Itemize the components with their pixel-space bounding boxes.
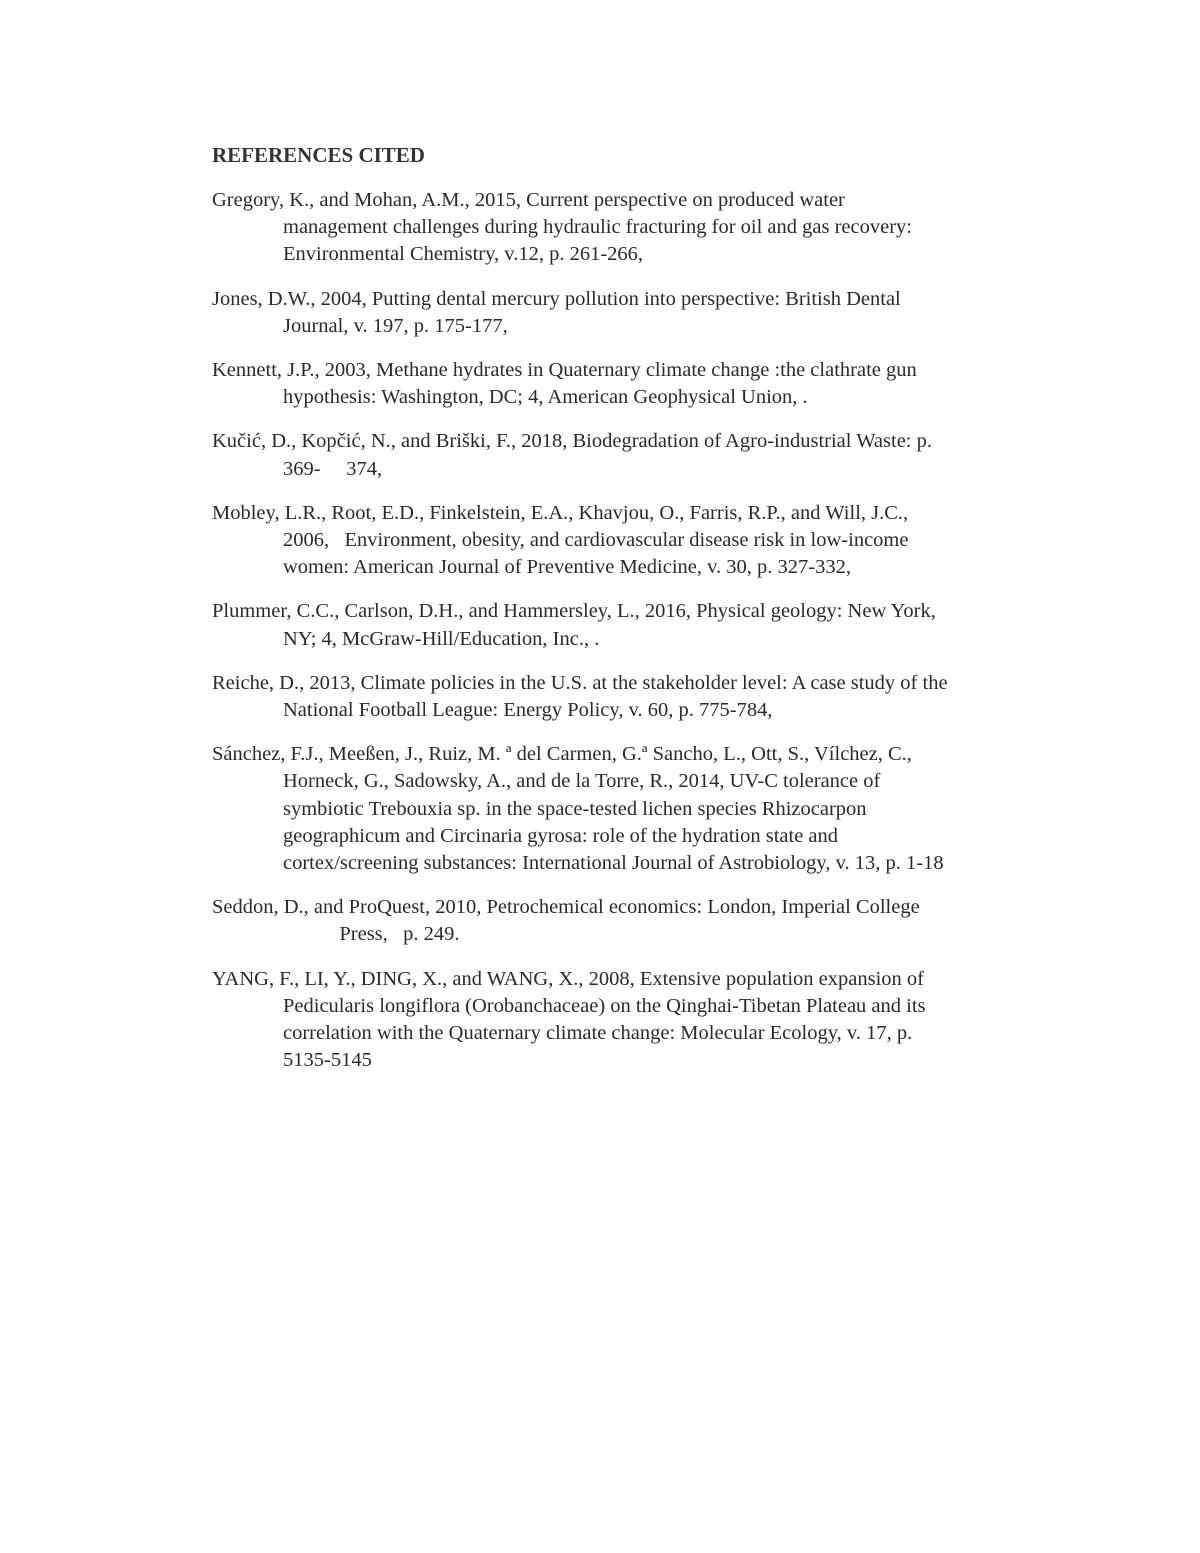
- reference-entry: Plummer, C.C., Carlson, D.H., and Hammersley, L., 2016, Physical geology: New York, NY; 4, McGraw-Hill/Education, Inc., .: [212, 600, 936, 650]
- reference-entry: Seddon, D., and ProQuest, 2010, Petrochemical economics: London, Imperial College Press, p. 249.: [212, 896, 920, 946]
- reference-entry: Jones, D.W., 2004, Putting dental mercury pollution into perspective: British Dental Journal, v. 197, p. 175-177,: [212, 287, 901, 337]
- reference-list: [212, 187, 1072, 1074]
- reference-entry: Gregory, K., and Mohan, A.M., 2015, Current perspective on produced water management challenges during hydraulic fracturing for oil and gas recovery: Environmental Chemistry, v.12, p. 261-266,: [212, 189, 912, 266]
- reference-entry: Sánchez, F.J., Meeßen, J., Ruiz, M. ª del Carmen, G.ª Sancho, L., Ott, S., Vílchez, C., Horneck, G., Sadowsky, A., and de la Torre, R., 2014, UV-C tolerance of symbiotic Trebouxia sp. in the space-tested lichen species Rhizocarpon geographicum and Circinaria gyrosa: role of the hydration state and cortex/screening substances: International Journal of Astrobiology, v. 13, p. 1-18: [212, 743, 944, 875]
- document-page: [212, 140, 1072, 1091]
- references-heading: REFERENCES CITED: [212, 143, 425, 167]
- reference-entry: Kučić, D., Kopčić, N., and Briški, F., 2018, Biodegradation of Agro-industrial Waste: p. 369- 374,: [212, 430, 932, 480]
- reference-entry: Mobley, L.R., Root, E.D., Finkelstein, E.A., Khavjou, O., Farris, R.P., and Will, J.C., 2006, Environment, obesity, and cardiovascular disease risk in low-income women: American Journal of Preventive Medicine, v. 30, p. 327-332,: [212, 501, 909, 579]
- reference-entry: YANG, F., LI, Y., DING, X., and WANG, X., 2008, Extensive population expansion of Pedicularis longiflora (Orobanchaceae) on the Qinghai-Tibetan Plateau and its correlation with the Quaternary climate change: Molecular Ecology, v. 17, p. 5135-5145: [212, 967, 926, 1072]
- reference-entry: Kennett, J.P., 2003, Methane hydrates in Quaternary climate change :the clathrate gun hypothesis: Washington, DC; 4, American Geophysical Union, .: [212, 359, 917, 409]
- reference-entry: Reiche, D., 2013, Climate policies in the U.S. at the stakeholder level: A case study of the National Football League: Energy Policy, v. 60, p. 775-784,: [212, 671, 948, 722]
